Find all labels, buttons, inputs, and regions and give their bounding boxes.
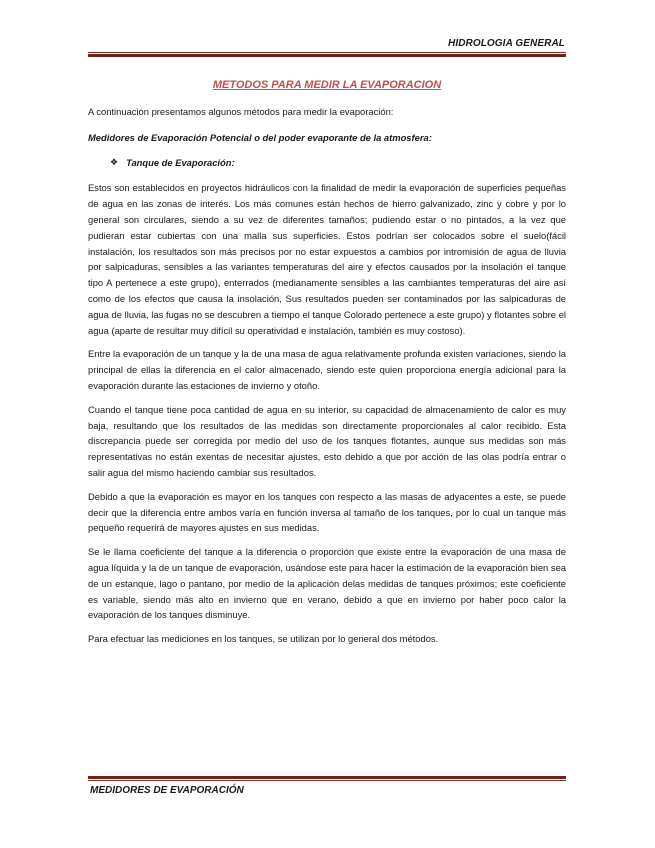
paragraph: Se le llama coeficiente del tanque a la diferencia o proporción que existe entre la evaporación de una masa de agua líquida y la de un tanque de evaporación, usándose este para hacer la estimación de la evaporación bien sea de un estanque, lago o pantano, por medio de la aplicación delas medidas de tanques próximos; este coeficiente es variable, siendo más alto en invierno que en verano, debido a que en invierno por haber poco calor la evaporación de los tanques disminuye. <box>88 546 566 621</box>
bullet-label: Tanque de Evaporación: <box>126 156 235 168</box>
document-body <box>88 104 566 655</box>
footer-title: MEDIDORES DE EVAPORACIÓN <box>90 785 244 796</box>
paragraph: Debido a que la evaporación es mayor en los tanques con respecto a las masas de adyacentes a este, se puede decir que la diferencia entre ambos varía en función inversa al tamaño de los tanques, por lo cual un tanque más pequeño requerirá de mayores ajustes en sus medidas. <box>88 490 566 534</box>
bullet-item <box>88 155 566 171</box>
document-title: METODOS PARA MEDIR LA EVAPORACION <box>212 79 442 91</box>
paragraph: Entre la evaporación de un tanque y la de una masa de agua relativamente profunda existen variaciones, siendo la principal de ellas la diferencia en el calor almacenado, siendo este quien proporciona energía adicional para la evaporación durante las estaciones de invierno y otoño. <box>88 348 566 391</box>
intro-paragraph: A continuación presentamos algunos métodos para medir la evaporación: <box>88 106 394 117</box>
subheading: Medidores de Evaporación Potencial o del poder evaporante de la atmosfera: <box>88 131 432 143</box>
header-rule-thin <box>88 52 566 53</box>
paragraph: Para efectuar las mediciones en los tanques, se utilizan por lo general dos métodos. <box>88 633 439 645</box>
header-rule-thick <box>88 54 566 57</box>
header-title: HIDROLOGIA GENERAL <box>448 38 565 49</box>
paragraph: Estos son establecidos en proyectos hidráulicos con la finalidad de medir la evaporación de superficies pequeñas de agua en las zonas de interés. Los más comunes están hechos de hierro galvanizado, zinc y cobre y por lo general son circulares, siendo a su vez de diferentes tamaños; pudiendo estar o no pintados, a la vez que pudieran estar cubiertas con una malla sus superficies. Estos podrían ser colocados sobre el suelo(fácil instalación, los resultados son más precisos por no estar expuestos a cambios por intromisión de agua de lluvia por salpicaduras, sensibles a las variantes temperaturas del aire y efectos causados por la insolación el tanque tipo A pertenece a este grupo), enterrados (medianamente sensibles a las cambiantes temperaturas del aire así como de los efectos que causa la insolación, Sus resultados pueden ser contaminados por las salpicaduras de agua de lluvia, las fugas no se descubren a tiempo el tanque Colorado pertenece a este grupo) y flotantes sobre el agua (aparte de resultar muy difícil su operatividad e instalación, también es muy costoso). <box>88 182 566 336</box>
paragraph: Cuando el tanque tiene poca cantidad de agua en su interior, su capacidad de almacenamiento de calor es muy baja, resultando que los resultados de las medidas son directamente proporcionales al calor recibido. Esta discrepancia puede ser corregida por medio del uso de los tanques flotantes, aunque sus medidas son más representativas no están exentas de necesitar ajustes, esto debido a que por acción de las olas podría entrar o salir agua del mismo haciendo cambiar sus resultados. <box>88 403 566 478</box>
footer-rule-thick <box>88 776 566 779</box>
footer-rule-thin <box>88 780 566 781</box>
diamond-bullet-icon: ❖ <box>110 156 119 167</box>
